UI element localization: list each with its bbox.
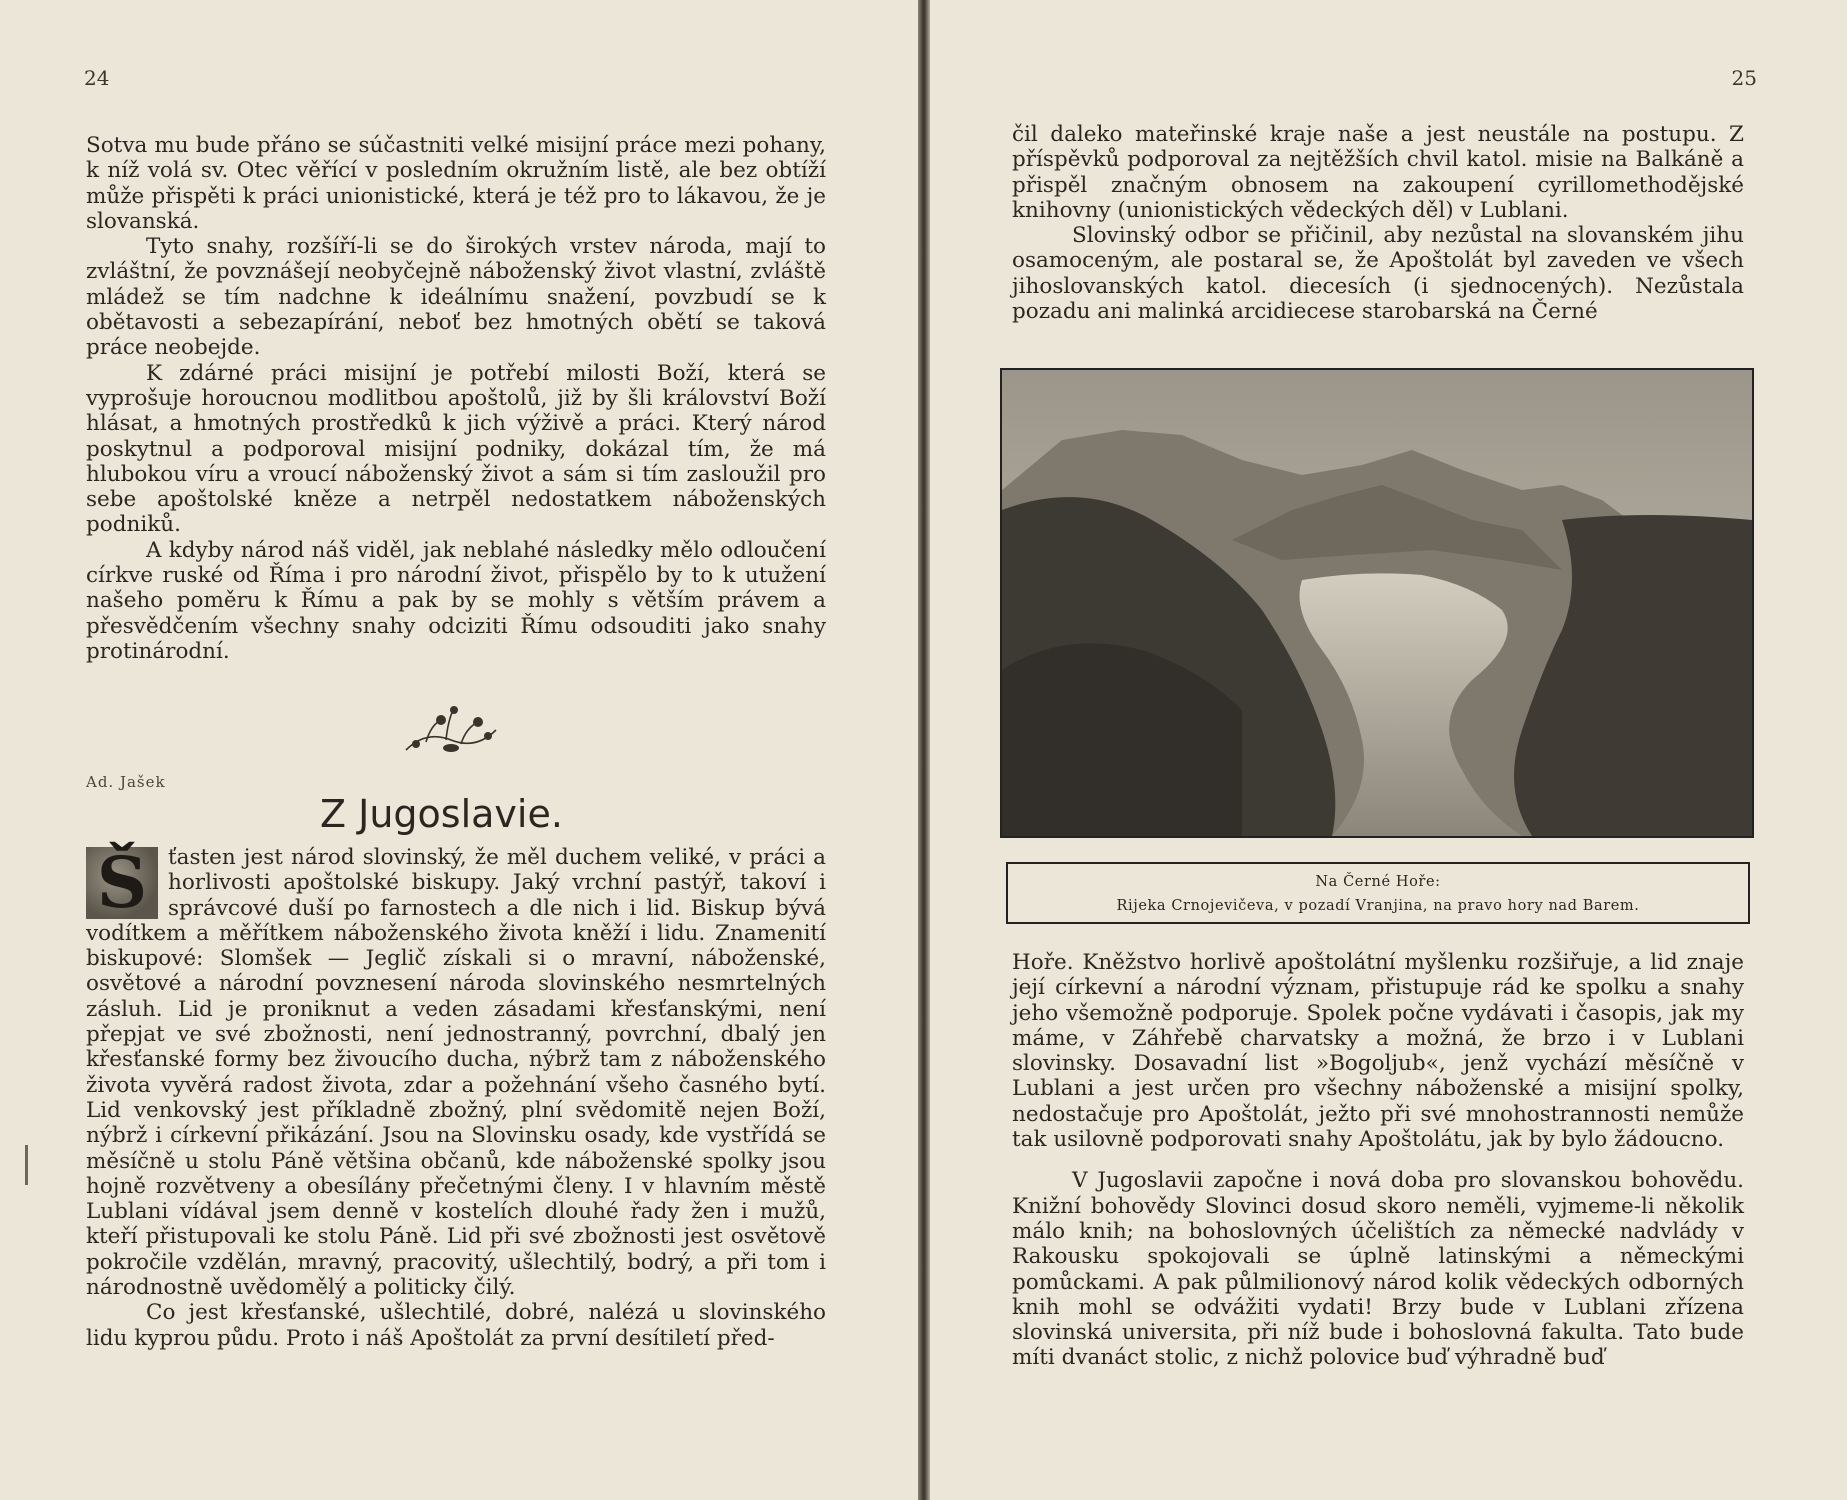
margin-mark	[25, 1145, 28, 1185]
page-number-left: 24	[84, 66, 110, 90]
author-byline: Ad. Jašek	[86, 773, 166, 791]
right-page	[930, 0, 1847, 1500]
paragraph: Slovinský odbor se přičinil, aby nezůstal na slovanském jihu osamoceným, ale postaral se, že Apoštolát byl zaveden ve všech jihoslovanských katol. diecesích (i sjednocených). Nezůstala pozadu ani malinká arcidiecese starobarská na Černé	[1012, 223, 1744, 325]
right-top-text	[1012, 122, 1744, 324]
book-gutter	[918, 0, 930, 1500]
paragraph: Tyto snahy, rozšíří-li se do širokých vrstev národa, mají to zvláštní, že povznášejí neobyčejně náboženský život vlastní, zvláště mládež se tím nadchne k ideálnímu snažení, povzbudí se k obětavosti a sebezapírání, neboť bez hmotných obětí se taková práce neobejde.	[86, 234, 826, 361]
paragraph	[86, 841, 826, 1301]
paragraph: Co jest křesťanské, ušlechtilé, dobré, nalézá u slovinského lidu kyprou půdu. Proto i náš Apoštolát za první desítiletí před-	[86, 1300, 826, 1351]
drop-cap: Š	[86, 847, 158, 919]
paragraph: Hoře. Kněžstvo horlivě apoštolátní myšlenku rozšiřuje, a lid znaje její církevní a národní význam, přistupuje rád ke spolku a snahy jeho všemožně podporuje. Spolek počne vydávati i časopis, jak my máme, v Záhřebě charvatsky a možná, že brzo i v Lublani slovinsky. Dosavadní list »Bogoljub«, jenž vychází měsíčně v Lublani a jest určen pro všechny náboženské a misijní spolky, nedostačuje pro Apoštolát, ježto při své mnohostrannosti nemůže tak usilovně podporovati snahy Apoštolátu, jak by bylo žádoucno.	[1012, 950, 1744, 1153]
right-bottom-text	[1012, 950, 1744, 1371]
left-article-text	[86, 841, 826, 1351]
caption-text: Rijeka Crnojevičeva, v pozadí Vranjina, na pravo hory nad Barem.	[1116, 898, 1640, 914]
left-page	[0, 0, 918, 1500]
photo-caption	[1006, 862, 1750, 924]
paragraph-text: ťasten jest národ slovinský, že měl duchem veliké, v práci a horlivosti apoštolské biskupy. Jaký vrchní pastýř, takoví i správcové duší po farnostech a dle nich i lid. Biskup bývá vodítkem a měřítkem náboženského života kněží i lidu. Znamenití biskupové: Slomšek — Jeglič získali si o mravní, náboženské, osvětové a národní povznesení národa slovinského nesmrtelných zásluh. Lid je proniknut a veden zásadami křesťanskými, není přepjat ve své zbožnosti, není jednostranný, povrchní, dbalý jen křesťanské formy bez živoucího ducha, nýbrž tam z náboženského života vyvěrá radost života, zdar a požehnání všeho časného bytí. Lid venkovský jest příkladně zbožný, plní svědomitě nejen Boží, nýbrž i církevní přikázání. Jsou na Slovinsku osady, kde vystřídá se měsíčně u stolu Páně většina občanů, kde náboženské spolky jsou hojně rozvětveny a obesílány přečetnými členy. I v hlavním městě Lublani vídával jsem denně v kostelích dlouhé řady žen i mužů, kteří přistupovali ke stolu Páně. Lid při své zbožnosti jest osvětově pokročile vzdělán, mravný, pracovitý, ušlechtilý, bodrý, a při tom i národnostně uvědomělý a politicky čilý.	[86, 845, 826, 1301]
paragraph: A kdyby národ náš viděl, jak neblahé následky mělo odloučení církve ruské od Říma i pro národní život, přispělo by to k utužení našeho poměru k Římu a pak by se mohly s větším právem a přesvědčením všechny snahy odciziti Římu odsouditi jako snahy protinárodní.	[86, 537, 826, 664]
landscape-photo	[1000, 368, 1754, 838]
caption-title: Na Černé Hoře:	[1315, 874, 1441, 890]
paragraph: Sotva mu bude přáno se súčastniti velké misijní práce mezi pohany, k níž volá sv. Otec věřící v posledním okružním listě, ale bez obtíží může přispěti k práci unionistické, která je též pro to lákavou, že je slovanská.	[86, 133, 826, 234]
paragraph: V Jugoslavii započne i nová doba pro slovanskou bohovědu. Knižní bohovědy Slovinci dosud skoro neměli, vyjmeme-li několik málo knih; na bohoslovných účelištích za německé nadvlády v Rakousku spokojovali se úplně latinskými a německými pomůckami. A pak půlmilionový národ kolik vědeckých odborných knih mohl se odvážiti vydati! Brzy bude v Lublani zřízena slovinská universita, při níž bude i bohoslovná fakulta. Tato bude míti dvanáct stolic, z nichž polovice buď výhradně buď	[1012, 1168, 1744, 1371]
paragraph: K zdárné práci misijní je potřebí milosti Boží, která se vyprošuje horoucnou modlitbou apoštolů, již by šli království Boží hlásat, a hmotných prostředků k jich výživě a práci. Který národ poskytnul a podporoval misijní podniky, dokázal tím, že má hlubokou víru a vroucí náboženský život a sám si tím zasloužil pro sebe apoštolské kněze a netrpěl nedostatkem náboženských podniků.	[86, 360, 826, 538]
floral-ornament-icon	[396, 700, 506, 764]
article-title: Z Jugoslavie.	[320, 792, 563, 836]
page-number-right: 25	[1731, 66, 1757, 90]
paragraph: čil daleko mateřinské kraje naše a jest neustále na postupu. Z příspěvků podporoval za nejtěžších chvil katol. misie na Balkáně a přispěl značným obnosem na zakoupení cyrillomethodějské knihovny (unionistických vědeckých děl) v Lublani.	[1012, 122, 1744, 223]
left-top-text	[86, 133, 826, 664]
